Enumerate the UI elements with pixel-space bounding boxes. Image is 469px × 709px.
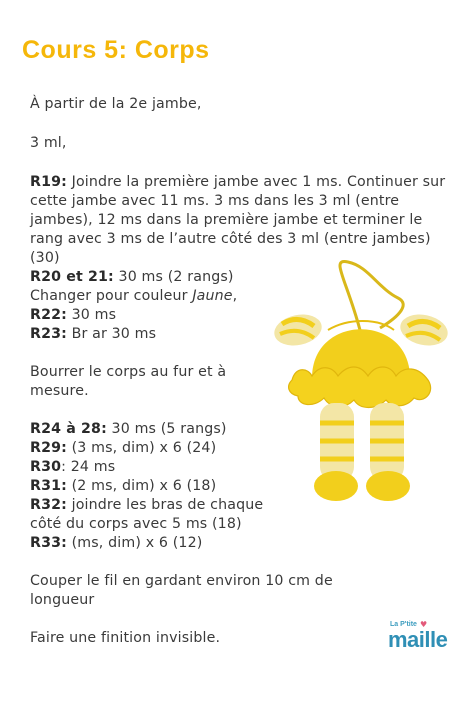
finish-note: Faire une finition invisible. xyxy=(30,630,221,646)
row-24-label: R24 à 28: xyxy=(30,421,107,437)
row-19-text: Joindre la première jambe avec 1 ms. Continuer sur cette jambe avec 11 ms. 3 ms dans les 3 ml (entre jambes), 12 ms dans la première jambe et terminer le rang avec 3 ms de l’autre côté des 3 ml (entre jambes) (30) xyxy=(30,174,446,266)
row-19-label: R19: xyxy=(30,174,67,190)
crochet-doll-photo xyxy=(268,258,454,510)
row-31-label: R31: xyxy=(30,478,67,494)
row-29-label: R29: xyxy=(30,440,67,456)
logo-small-text: La P'tite xyxy=(390,621,417,628)
row-33 xyxy=(30,534,450,553)
row-31-text: (2 ms, dim) x 6 (18) xyxy=(66,478,217,494)
stuffing-note: Bourrer le corps au fur et à mesure. xyxy=(30,364,227,399)
row-33-label: R33: xyxy=(30,535,67,551)
brand-logo xyxy=(386,620,450,656)
row-23-label: R23: xyxy=(30,326,67,342)
row-20-label: R20 et 21: xyxy=(30,269,114,285)
row-20-text: 30 ms (2 rangs) xyxy=(113,269,234,285)
color-change-end: , xyxy=(232,288,238,304)
row-22-text: 30 ms xyxy=(66,307,117,323)
row-33-text: (ms, dim) x 6 (12) xyxy=(66,535,203,551)
cut-yarn-note: Couper le fil en gardant environ 10 cm de longueur xyxy=(30,573,333,608)
row-29-text: (3 ms, dim) x 6 (24) xyxy=(66,440,217,456)
color-name: Jaune xyxy=(192,288,233,304)
intro-line: À partir de la 2e jambe, xyxy=(30,96,202,112)
row-24-text: 30 ms (5 rangs) xyxy=(106,421,227,437)
row-32 xyxy=(30,496,265,534)
intro-chain: 3 ml, xyxy=(30,135,67,151)
row-23-text: Br ar 30 ms xyxy=(66,326,157,342)
row-19 xyxy=(30,173,450,268)
row-30-text: : 24 ms xyxy=(61,459,116,475)
row-22-label: R22: xyxy=(30,307,67,323)
row-30-label: R30 xyxy=(30,459,62,475)
page-title: Cours 5: Corps xyxy=(22,36,210,64)
color-change-text: Changer pour couleur xyxy=(30,288,193,304)
row-32-text: joindre les bras de chaque côté du corps avec 5 ms (18) xyxy=(30,497,264,532)
row-32-label: R32: xyxy=(30,497,67,513)
heart-icon: ♥ xyxy=(420,620,428,629)
logo-big-text: maille xyxy=(388,627,448,652)
